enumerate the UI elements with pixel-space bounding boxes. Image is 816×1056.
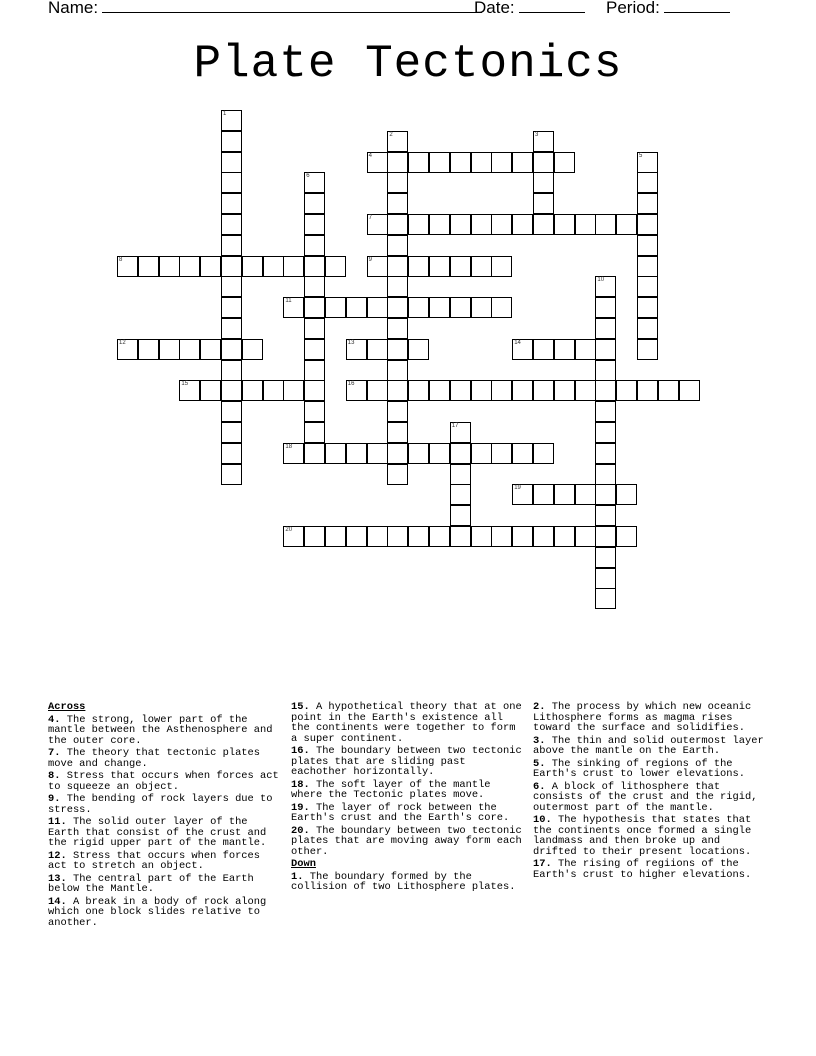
grid-cell[interactable] [450, 464, 471, 485]
grid-cell[interactable] [595, 360, 616, 381]
grid-cell[interactable] [450, 256, 471, 277]
grid-cell[interactable] [575, 339, 596, 360]
clue-item [533, 859, 768, 880]
grid-cell[interactable] [159, 256, 180, 277]
grid-cell[interactable] [491, 297, 512, 318]
clue-number: 6 [306, 173, 310, 180]
grid-cell[interactable] [304, 339, 325, 360]
across-clue-list [48, 715, 283, 929]
grid-cell[interactable] [679, 380, 700, 401]
grid-cell[interactable] [346, 526, 367, 547]
grid-cell[interactable] [491, 526, 512, 547]
clue-item-number: 10. [533, 814, 552, 826]
clue-item-text: The rising of regiions of the Earth's crust to higher elevations. [533, 858, 752, 881]
grid-cell[interactable] [450, 152, 471, 173]
grid-cell[interactable] [637, 297, 658, 318]
grid-cell[interactable] [387, 464, 408, 485]
grid-cell[interactable] [637, 235, 658, 256]
grid-cell[interactable] [616, 526, 637, 547]
grid-cell[interactable] [512, 443, 533, 464]
clue-item-number: 7. [48, 747, 61, 759]
grid-cell[interactable] [595, 588, 616, 609]
grid-cell[interactable] [346, 297, 367, 318]
grid-cell[interactable] [554, 526, 575, 547]
grid-cell[interactable] [429, 297, 450, 318]
name-label: Name: [48, 0, 99, 17]
clues-column-1 [48, 702, 283, 930]
grid-cell[interactable] [471, 380, 492, 401]
clue-item [48, 874, 283, 895]
grid-cell[interactable] [242, 256, 263, 277]
clue-number: 14 [514, 339, 521, 346]
grid-cell[interactable] [387, 152, 408, 173]
grid-cell[interactable] [242, 380, 263, 401]
grid-cell[interactable] [595, 339, 616, 360]
grid-cell[interactable] [304, 360, 325, 381]
grid-cell[interactable] [221, 380, 242, 401]
grid-cell[interactable] [595, 505, 616, 526]
grid-cell[interactable] [221, 131, 242, 152]
grid-cell[interactable] [595, 214, 616, 235]
grid-cell[interactable] [595, 484, 616, 505]
clue-item-text: The process by which new oceanic Lithosphere forms as magma rises toward the surface and solidifies. [533, 701, 752, 734]
grid-cell[interactable] [491, 152, 512, 173]
grid-cell[interactable] [304, 443, 325, 464]
grid-cell[interactable] [408, 443, 429, 464]
clue-item-text: The solid outer layer of the Earth that consist of the crust and the rigid upper part of the mantle. [48, 816, 267, 849]
grid-cell[interactable] [263, 380, 284, 401]
clue-item [48, 748, 283, 769]
clue-item-number: 6. [533, 780, 546, 793]
grid-cell[interactable] [117, 256, 138, 277]
clue-number: 12 [119, 339, 126, 346]
clue-item-number: 2. [533, 701, 546, 713]
grid-cell[interactable] [367, 526, 388, 547]
grid-cell[interactable] [429, 526, 450, 547]
clue-item [291, 780, 526, 801]
grid-cell[interactable] [658, 380, 679, 401]
clue-item [291, 826, 526, 858]
grid-cell[interactable] [304, 297, 325, 318]
grid-cell[interactable] [533, 193, 554, 214]
grid-cell[interactable] [387, 360, 408, 381]
clue-item-text: A hypothetical theory that at one point in the Earth's existence all the continents were together to form a super continent. [291, 701, 522, 745]
clue-item [48, 715, 283, 747]
clue-number: 5 [639, 152, 643, 159]
grid-cell[interactable] [221, 214, 242, 235]
clue-item-text: The hypothesis that states that the continents once formed a single landmass and then broke up and drifted to their present locations. [533, 814, 752, 858]
clue-item-text: The bending of rock layers due to stress. [48, 793, 273, 816]
clues-column-3 [533, 702, 768, 882]
grid-cell[interactable] [450, 214, 471, 235]
grid-cell[interactable] [221, 110, 242, 131]
clue-number: 4 [368, 152, 372, 159]
grid-cell[interactable] [367, 380, 388, 401]
clue-item [48, 817, 283, 849]
clue-item-text: The central part of the Earth below the Mantle. [48, 872, 254, 895]
grid-cell[interactable] [346, 380, 367, 401]
grid-cell[interactable] [554, 152, 575, 173]
grid-cell[interactable] [554, 380, 575, 401]
clue-item-text: Stress that occurs when forces act to squeeze an object. [48, 770, 279, 793]
grid-cell[interactable] [471, 256, 492, 277]
clue-item-text: The boundary formed by the collision of two Lithosphere plates. [291, 870, 516, 893]
grid-cell[interactable] [450, 526, 471, 547]
grid-cell[interactable] [325, 526, 346, 547]
grid-cell[interactable] [429, 256, 450, 277]
grid-cell[interactable] [367, 256, 388, 277]
grid-cell[interactable] [595, 401, 616, 422]
clue-item-number: 16. [291, 745, 310, 757]
grid-cell[interactable] [221, 152, 242, 173]
grid-cell[interactable] [221, 256, 242, 277]
down-clue-list [291, 872, 526, 893]
grid-cell[interactable] [304, 276, 325, 297]
grid-cell[interactable] [471, 214, 492, 235]
grid-cell[interactable] [387, 297, 408, 318]
grid-cell[interactable] [408, 380, 429, 401]
grid-cell[interactable] [637, 214, 658, 235]
grid-cell[interactable] [491, 380, 512, 401]
clue-item-text: The layer of rock between the Earth's crust and the Earth's core. [291, 801, 510, 824]
grid-cell[interactable] [471, 443, 492, 464]
grid-cell[interactable] [575, 484, 596, 505]
grid-cell[interactable] [512, 484, 533, 505]
grid-cell[interactable] [491, 214, 512, 235]
grid-cell[interactable] [367, 339, 388, 360]
grid-cell[interactable] [533, 214, 554, 235]
clue-item [291, 702, 526, 744]
clue-item-number: 20. [291, 824, 310, 837]
clue-item-text: The boundary between two tectonic plates that are moving away form each other. [291, 824, 522, 858]
grid-cell[interactable] [138, 256, 159, 277]
clue-item-number: 1. [291, 870, 304, 883]
grid-cell[interactable] [221, 172, 242, 193]
grid-cell[interactable] [387, 131, 408, 152]
grid-cell[interactable] [595, 547, 616, 568]
grid-cell[interactable] [512, 526, 533, 547]
grid-cell[interactable] [387, 256, 408, 277]
grid-cell[interactable] [304, 172, 325, 193]
grid-cell[interactable] [595, 276, 616, 297]
clue-number: 3 [535, 131, 539, 138]
grid-cell[interactable] [533, 339, 554, 360]
grid-cell[interactable] [595, 318, 616, 339]
grid-cell[interactable] [637, 152, 658, 173]
grid-cell[interactable] [221, 443, 242, 464]
period-label: Period: [606, 0, 660, 17]
grid-cell[interactable] [387, 235, 408, 256]
grid-cell[interactable] [637, 276, 658, 297]
clue-item-text: The sinking of regions of the Earth's crust to lower elevations. [533, 757, 746, 780]
grid-cell[interactable] [387, 401, 408, 422]
grid-cell[interactable] [304, 401, 325, 422]
grid-cell[interactable] [408, 297, 429, 318]
clue-item-text: A break in a body of rock along which one block slides relative to another. [48, 895, 267, 929]
grid-cell[interactable] [179, 256, 200, 277]
grid-cell[interactable] [533, 380, 554, 401]
clue-number: 7 [368, 215, 372, 221]
grid-cell[interactable] [595, 526, 616, 547]
clues-column-2 [291, 702, 526, 895]
grid-cell[interactable] [221, 297, 242, 318]
grid-cell[interactable] [325, 256, 346, 277]
grid-cell[interactable] [387, 318, 408, 339]
grid-cell[interactable] [637, 339, 658, 360]
grid-cell[interactable] [450, 380, 471, 401]
clue-number: 2 [389, 131, 393, 138]
grid-cell[interactable] [325, 443, 346, 464]
grid-cell[interactable] [283, 443, 304, 464]
clue-number: 11 [285, 298, 292, 305]
clue-item-text: A block of lithosphere that consists of the crust and the rigid, outermost part of the mantle. [533, 780, 758, 814]
grid-cell[interactable] [471, 297, 492, 318]
grid-cell[interactable] [533, 152, 554, 173]
grid-cell[interactable] [200, 380, 221, 401]
across-heading: Across [48, 701, 86, 713]
grid-cell[interactable] [450, 422, 471, 443]
across-clue-list-cont [291, 702, 526, 857]
clue-item-number: 19. [291, 801, 310, 814]
clue-item-number: 14. [48, 895, 67, 908]
clue-number: 18 [285, 443, 293, 450]
grid-cell[interactable] [304, 214, 325, 235]
clue-item-number: 18. [291, 778, 310, 791]
grid-cell[interactable] [263, 256, 284, 277]
clue-number: 9 [368, 256, 372, 263]
grid-cell[interactable] [304, 193, 325, 214]
grid-cell[interactable] [595, 297, 616, 318]
clue-number: 10 [597, 277, 605, 284]
grid-cell[interactable] [512, 214, 533, 235]
grid-cell[interactable] [575, 526, 596, 547]
grid-cell[interactable] [367, 214, 388, 235]
clue-number: 19 [514, 485, 521, 492]
clue-item [291, 746, 526, 778]
clue-number: 15 [181, 381, 189, 388]
clue-item-number: 3. [533, 734, 546, 747]
grid-cell[interactable] [221, 276, 242, 297]
grid-cell[interactable] [429, 380, 450, 401]
grid-cell[interactable] [387, 172, 408, 193]
grid-cell[interactable] [221, 401, 242, 422]
grid-cell[interactable] [304, 256, 325, 277]
clue-item [533, 815, 768, 857]
grid-cell[interactable] [429, 214, 450, 235]
down-heading: Down [291, 858, 316, 870]
clue-item-text: The theory that tectonic plates move and change. [48, 747, 261, 770]
grid-cell[interactable] [304, 422, 325, 443]
clue-item [291, 872, 526, 893]
grid-cell[interactable] [637, 172, 658, 193]
clue-item [533, 759, 768, 780]
grid-cell[interactable] [575, 380, 596, 401]
grid-cell[interactable] [346, 443, 367, 464]
grid-cell[interactable] [595, 568, 616, 589]
clue-number: 20 [285, 527, 293, 533]
grid-cell[interactable] [554, 214, 575, 235]
grid-cell[interactable] [221, 422, 242, 443]
grid-cell[interactable] [117, 339, 138, 360]
clue-number: 17 [451, 423, 459, 429]
clue-item-number: 9. [48, 793, 61, 805]
clue-item [48, 771, 283, 792]
clue-item-number: 5. [533, 757, 546, 770]
grid-cell[interactable] [221, 360, 242, 381]
clue-item [533, 702, 768, 734]
grid-cell[interactable] [616, 380, 637, 401]
grid-cell[interactable] [491, 256, 512, 277]
grid-cell[interactable] [387, 214, 408, 235]
grid-cell[interactable] [200, 256, 221, 277]
grid-cell[interactable] [595, 422, 616, 443]
grid-cell[interactable] [283, 526, 304, 547]
grid-cell[interactable] [575, 214, 596, 235]
grid-cell[interactable] [200, 339, 221, 360]
clue-item-number: 17. [533, 858, 552, 870]
clue-item [291, 803, 526, 824]
grid-cell[interactable] [283, 256, 304, 277]
grid-cell[interactable] [367, 443, 388, 464]
grid-cell[interactable] [450, 505, 471, 526]
grid-cell[interactable] [450, 484, 471, 505]
grid-cell[interactable] [408, 526, 429, 547]
grid-cell[interactable] [637, 380, 658, 401]
grid-cell[interactable] [221, 339, 242, 360]
grid-cell[interactable] [491, 443, 512, 464]
clue-item-number: 8. [48, 770, 61, 782]
grid-cell[interactable] [595, 443, 616, 464]
clue-item-number: 15. [291, 701, 310, 713]
grid-cell[interactable] [408, 152, 429, 173]
grid-cell[interactable] [595, 464, 616, 485]
grid-cell[interactable] [637, 193, 658, 214]
grid-cell[interactable] [221, 193, 242, 214]
grid-cell[interactable] [367, 297, 388, 318]
down-clue-list-cont [533, 702, 768, 880]
grid-cell[interactable] [595, 380, 616, 401]
grid-cell[interactable] [533, 484, 554, 505]
clue-item [48, 897, 283, 929]
grid-cell[interactable] [387, 526, 408, 547]
grid-cell[interactable] [408, 214, 429, 235]
clue-item-number: 13. [48, 872, 67, 885]
clue-item-text: Stress that occurs when forces act to stretch an object. [48, 849, 261, 872]
clue-number: 1 [223, 111, 227, 117]
clue-item [48, 794, 283, 815]
grid-cell[interactable] [637, 318, 658, 339]
grid-cell[interactable] [304, 318, 325, 339]
grid-cell[interactable] [221, 318, 242, 339]
grid-cell[interactable] [533, 443, 554, 464]
grid-cell[interactable] [387, 339, 408, 360]
clue-item-text: The strong, lower part of the mantle between the Asthenosphere and the outer core. [48, 713, 273, 747]
grid-cell[interactable] [533, 172, 554, 193]
date-label: Date: [474, 0, 515, 17]
grid-cell[interactable] [616, 214, 637, 235]
grid-cell[interactable] [512, 380, 533, 401]
grid-cell[interactable] [554, 339, 575, 360]
clue-number: 13 [347, 339, 355, 346]
clue-item-text: The boundary between two tectonic plates that are sliding past eachother horizontally. [291, 745, 522, 778]
grid-cell[interactable] [408, 339, 429, 360]
clue-item-text: The thin and solid outermost layer above the mantle on the Earth. [533, 734, 764, 757]
grid-cell[interactable] [283, 380, 304, 401]
clue-item-number: 4. [48, 713, 61, 726]
grid-cell[interactable] [387, 276, 408, 297]
clue-item-number: 12. [48, 849, 67, 862]
grid-cell[interactable] [512, 152, 533, 173]
grid-cell[interactable] [387, 380, 408, 401]
grid-cell[interactable] [533, 526, 554, 547]
grid-cell[interactable] [304, 526, 325, 547]
grid-cell[interactable] [533, 131, 554, 152]
grid-cell[interactable] [471, 152, 492, 173]
clue-number: 8 [119, 256, 123, 263]
grid-cell[interactable] [159, 339, 180, 360]
grid-cell[interactable] [637, 256, 658, 277]
grid-cell[interactable] [387, 443, 408, 464]
grid-cell[interactable] [450, 443, 471, 464]
grid-cell[interactable] [471, 526, 492, 547]
clue-item-number: 11. [48, 816, 67, 828]
grid-cell[interactable] [179, 339, 200, 360]
grid-cell[interactable] [450, 297, 471, 318]
grid-cell[interactable] [242, 339, 263, 360]
grid-cell[interactable] [429, 152, 450, 173]
grid-cell[interactable] [408, 256, 429, 277]
grid-cell[interactable] [304, 380, 325, 401]
grid-cell[interactable] [325, 297, 346, 318]
grid-cell[interactable] [554, 484, 575, 505]
clue-item [48, 851, 283, 872]
grid-cell[interactable] [387, 422, 408, 443]
grid-cell[interactable] [367, 152, 388, 173]
grid-cell[interactable] [304, 235, 325, 256]
grid-cell[interactable] [346, 339, 367, 360]
grid-cell[interactable] [283, 297, 304, 318]
grid-cell[interactable] [429, 443, 450, 464]
clue-item [533, 782, 768, 814]
page-title: Plate Tectonics [193, 38, 623, 90]
grid-cell[interactable] [138, 339, 159, 360]
clue-number: 16 [347, 381, 355, 388]
grid-cell[interactable] [179, 380, 200, 401]
grid-cell[interactable] [512, 339, 533, 360]
clue-item [533, 736, 768, 757]
clue-item-text: The soft layer of the mantle where the Tectonic plates move. [291, 778, 491, 801]
grid-cell[interactable] [221, 464, 242, 485]
grid-cell[interactable] [616, 484, 637, 505]
grid-cell[interactable] [387, 193, 408, 214]
grid-cell[interactable] [221, 235, 242, 256]
